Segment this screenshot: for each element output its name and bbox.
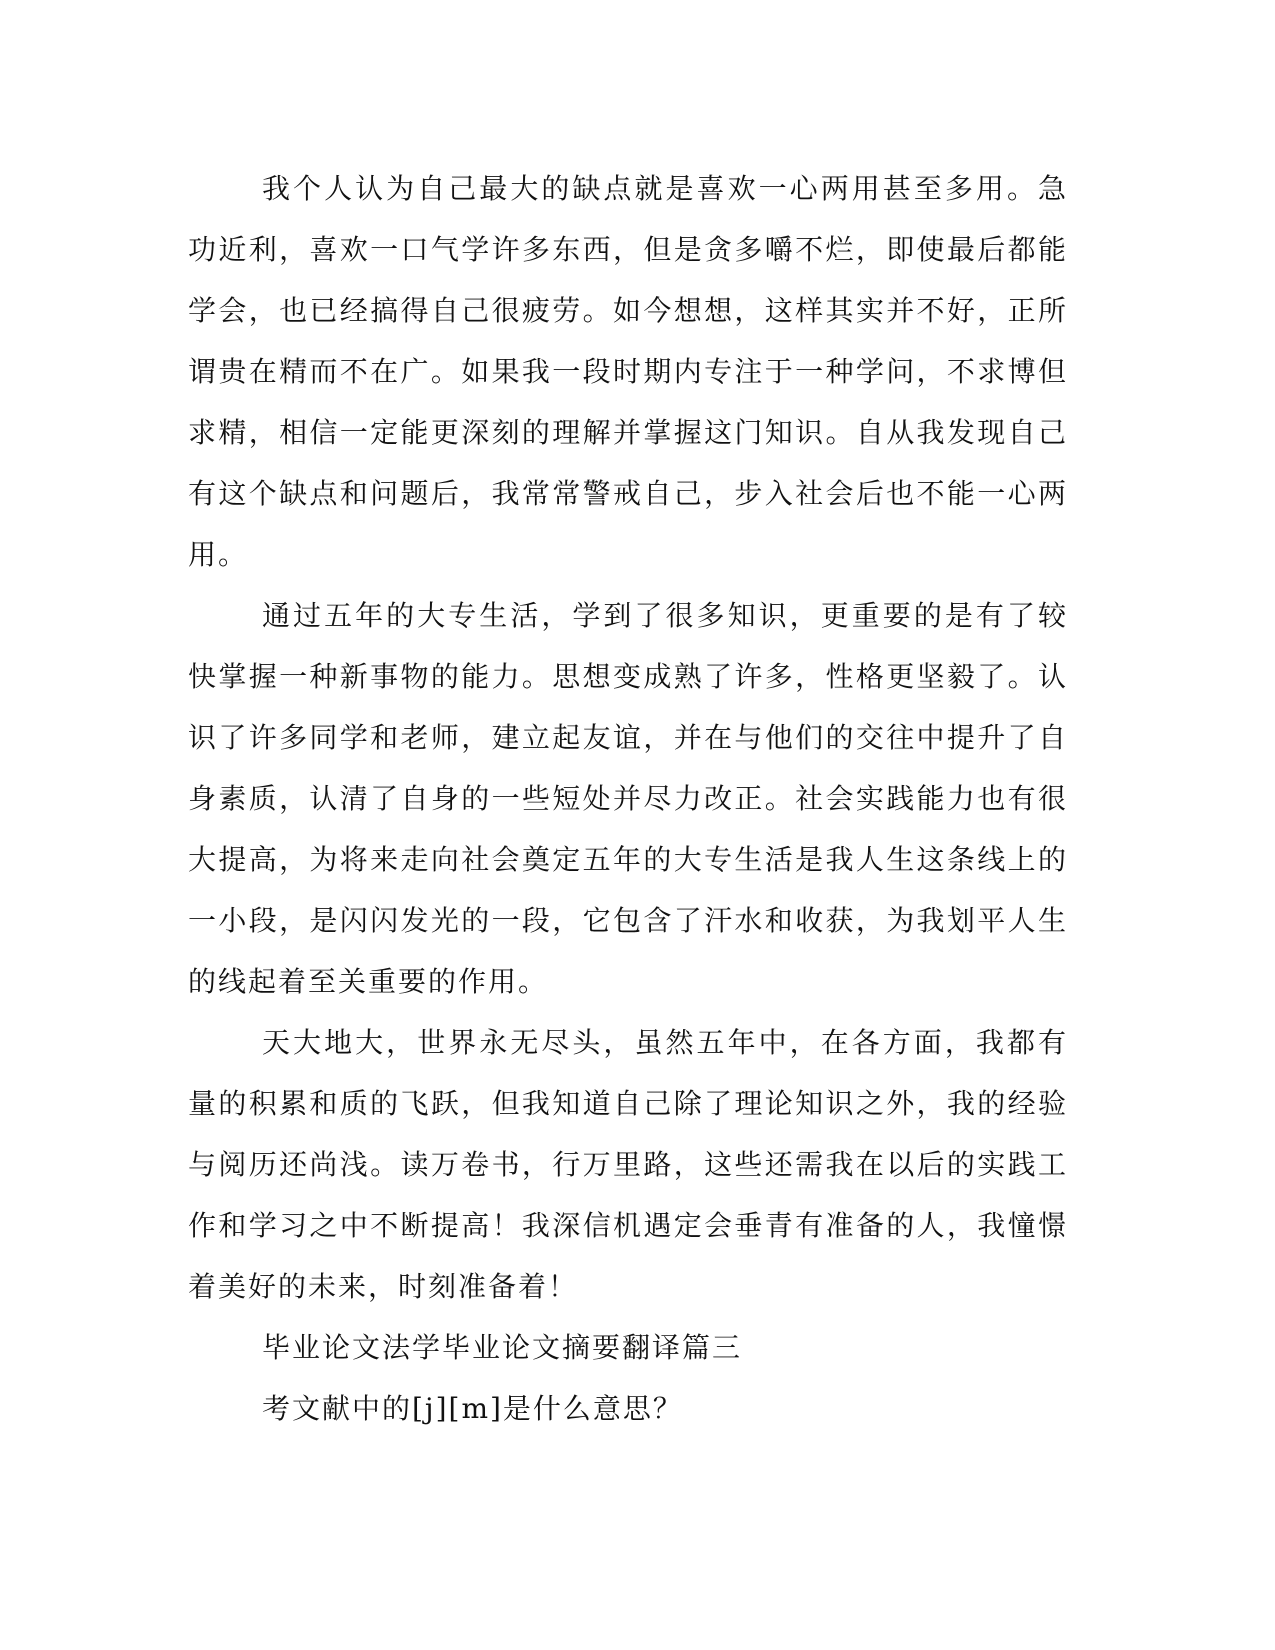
paragraph-future: 天大地大，世界永无尽头，虽然五年中，在各方面，我都有量的积累和质的飞跃，但我知道自己除了理论知识之外，我的经验与阅历还尚浅。读万卷书，行万里路，这些还需我在以后的实践工作和学习之中不断提高！我深信机遇定会垂青有准备的人，我憧憬着美好的未来，时刻准备着！ — [188, 1026, 1068, 1303]
paragraph-college-life: 通过五年的大专生活，学到了很多知识，更重要的是有了较快掌握一种新事物的能力。思想变成熟了许多，性格更坚毅了。认识了许多同学和老师，建立起友谊，并在与他们的交往中提升了自身素质，认清了自身的一些短处并尽力改正。社会实践能力也有很大提高，为将来走向社会奠定五年的大专生活是我人生这条线上的一小段，是闪闪发光的一段，它包含了汗水和收获，为我划平人生的线起着至关重要的作用。 — [188, 599, 1068, 998]
document-body — [188, 158, 1068, 1439]
question-line: 考文献中的[j][m]是什么意思？ — [262, 1392, 683, 1425]
section-title: 毕业论文法学毕业论文摘要翻译篇三 — [262, 1331, 743, 1364]
paragraph-shortcoming: 我个人认为自己最大的缺点就是喜欢一心两用甚至多用。急功近利，喜欢一口气学许多东西，但是贪多嚼不烂，即使最后都能学会，也已经搞得自己很疲劳。如今想想，这样其实并不好，正所谓贵在精而不在广。如果我一段时期内专注于一种学问，不求博但求精，相信一定能更深刻的理解并掌握这门知识。自从我发现自己有这个缺点和问题后，我常常警戒自己，步入社会后也不能一心两用。 — [188, 172, 1068, 571]
